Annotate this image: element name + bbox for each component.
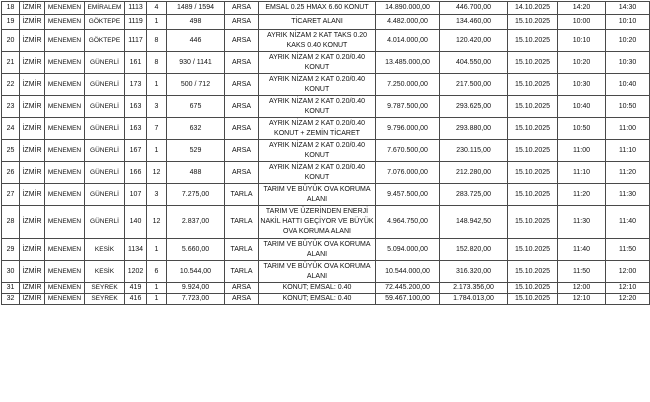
imar-cell: TARIM VE ÜZERİNDEN ENERJİ NAKİL HATTI GEÇİYOR VE BÜYÜK OVA KORUMA ALANI bbox=[259, 206, 376, 239]
ada-cell: 161 bbox=[125, 52, 147, 74]
ada-cell: 1119 bbox=[125, 15, 147, 30]
tarih-cell: 15.10.2025 bbox=[508, 239, 558, 261]
cins-cell: TARLA bbox=[225, 184, 259, 206]
mahalle-cell: GÜNERLİ bbox=[85, 206, 125, 239]
teminat-cell: 120.420,00 bbox=[440, 30, 508, 52]
saat2-cell: 11:10 bbox=[606, 140, 650, 162]
mahalle-cell: GÖKTEPE bbox=[85, 30, 125, 52]
tarih-cell: 15.10.2025 bbox=[508, 184, 558, 206]
alan-cell: 498 bbox=[167, 15, 225, 30]
alan-cell: 5.660,00 bbox=[167, 239, 225, 261]
saat1-cell: 10:00 bbox=[558, 15, 606, 30]
mahalle-cell: SEYREK bbox=[85, 283, 125, 294]
ilce-cell: MENEMEN bbox=[45, 30, 85, 52]
saat2-cell: 14:30 bbox=[606, 2, 650, 15]
saat2-cell: 11:30 bbox=[606, 184, 650, 206]
ilce-cell: MENEMEN bbox=[45, 140, 85, 162]
alan-cell: 500 / 712 bbox=[167, 74, 225, 96]
saat2-cell: 11:40 bbox=[606, 206, 650, 239]
saat1-cell: 10:10 bbox=[558, 30, 606, 52]
saat1-cell: 14:20 bbox=[558, 2, 606, 15]
row-number: 27 bbox=[2, 184, 20, 206]
ada-cell: 166 bbox=[125, 162, 147, 184]
mahalle-cell: GÜNERLİ bbox=[85, 162, 125, 184]
il-cell: İZMİR bbox=[20, 15, 45, 30]
bedel-cell: 4.014.000,00 bbox=[376, 30, 440, 52]
saat1-cell: 12:10 bbox=[558, 294, 606, 305]
cins-cell: ARSA bbox=[225, 118, 259, 140]
il-cell: İZMİR bbox=[20, 96, 45, 118]
bedel-cell: 4.482.000,00 bbox=[376, 15, 440, 30]
ada-cell: 1202 bbox=[125, 261, 147, 283]
il-cell: İZMİR bbox=[20, 2, 45, 15]
mahalle-cell: GÜNERLİ bbox=[85, 74, 125, 96]
ada-cell: 167 bbox=[125, 140, 147, 162]
imar-cell: AYRIK NİZAM 2 KAT 0.20/0.40 KONUT bbox=[259, 96, 376, 118]
parsel-cell: 12 bbox=[147, 162, 167, 184]
tarih-cell: 15.10.2025 bbox=[508, 294, 558, 305]
parsel-cell: 8 bbox=[147, 52, 167, 74]
ada-cell: 419 bbox=[125, 283, 147, 294]
saat2-cell: 11:20 bbox=[606, 162, 650, 184]
saat1-cell: 11:30 bbox=[558, 206, 606, 239]
tarih-cell: 15.10.2025 bbox=[508, 30, 558, 52]
table-row bbox=[2, 261, 650, 283]
saat2-cell: 10:40 bbox=[606, 74, 650, 96]
saat1-cell: 11:00 bbox=[558, 140, 606, 162]
table-row bbox=[2, 96, 650, 118]
teminat-cell: 230.115,00 bbox=[440, 140, 508, 162]
il-cell: İZMİR bbox=[20, 206, 45, 239]
tarih-cell: 15.10.2025 bbox=[508, 15, 558, 30]
parsel-cell: 4 bbox=[147, 2, 167, 15]
cins-cell: TARLA bbox=[225, 239, 259, 261]
saat2-cell: 12:00 bbox=[606, 261, 650, 283]
table-row bbox=[2, 162, 650, 184]
teminat-cell: 293.880,00 bbox=[440, 118, 508, 140]
parsel-cell: 8 bbox=[147, 30, 167, 52]
table-row bbox=[2, 294, 650, 305]
imar-cell: EMSAL 0.25 HMAX 6.60 KONUT bbox=[259, 2, 376, 15]
il-cell: İZMİR bbox=[20, 261, 45, 283]
saat1-cell: 12:00 bbox=[558, 283, 606, 294]
ilce-cell: MENEMEN bbox=[45, 283, 85, 294]
ada-cell: 163 bbox=[125, 96, 147, 118]
ilce-cell: MENEMEN bbox=[45, 2, 85, 15]
imar-cell: AYRIK NİZAM 2 KAT TAKS 0.20 KAKS 0.40 KONUT bbox=[259, 30, 376, 52]
imar-cell: TİCARET ALANI bbox=[259, 15, 376, 30]
alan-cell: 529 bbox=[167, 140, 225, 162]
row-number: 21 bbox=[2, 52, 20, 74]
table-row bbox=[2, 283, 650, 294]
bedel-cell: 14.890.000,00 bbox=[376, 2, 440, 15]
bedel-cell: 9.796.000,00 bbox=[376, 118, 440, 140]
parsel-cell: 6 bbox=[147, 261, 167, 283]
ilce-cell: MENEMEN bbox=[45, 206, 85, 239]
cins-cell: ARSA bbox=[225, 96, 259, 118]
imar-cell: KONUT; EMSAL: 0.40 bbox=[259, 283, 376, 294]
ilce-cell: MENEMEN bbox=[45, 239, 85, 261]
alan-cell: 7.275,00 bbox=[167, 184, 225, 206]
mahalle-cell: KESİK bbox=[85, 261, 125, 283]
tarih-cell: 15.10.2025 bbox=[508, 74, 558, 96]
parsel-cell: 1 bbox=[147, 239, 167, 261]
row-number: 23 bbox=[2, 96, 20, 118]
bedel-cell: 7.670.500,00 bbox=[376, 140, 440, 162]
cins-cell: ARSA bbox=[225, 15, 259, 30]
bedel-cell: 9.457.500,00 bbox=[376, 184, 440, 206]
teminat-cell: 152.820,00 bbox=[440, 239, 508, 261]
imar-cell: AYRIK NİZAM 2 KAT 0.20/0.40 KONUT + ZEMİN TİCARET bbox=[259, 118, 376, 140]
cins-cell: ARSA bbox=[225, 140, 259, 162]
teminat-cell: 316.320,00 bbox=[440, 261, 508, 283]
bedel-cell: 59.467.100,00 bbox=[376, 294, 440, 305]
alan-cell: 2.837,00 bbox=[167, 206, 225, 239]
il-cell: İZMİR bbox=[20, 118, 45, 140]
table-row bbox=[2, 239, 650, 261]
row-number: 26 bbox=[2, 162, 20, 184]
cins-cell: ARSA bbox=[225, 283, 259, 294]
bedel-cell: 9.787.500,00 bbox=[376, 96, 440, 118]
table-row bbox=[2, 74, 650, 96]
teminat-cell: 404.550,00 bbox=[440, 52, 508, 74]
il-cell: İZMİR bbox=[20, 74, 45, 96]
table-row bbox=[2, 206, 650, 239]
alan-cell: 675 bbox=[167, 96, 225, 118]
mahalle-cell: SEYREK bbox=[85, 294, 125, 305]
row-number: 28 bbox=[2, 206, 20, 239]
ilce-cell: MENEMEN bbox=[45, 96, 85, 118]
ilce-cell: MENEMEN bbox=[45, 261, 85, 283]
il-cell: İZMİR bbox=[20, 239, 45, 261]
ilce-cell: MENEMEN bbox=[45, 74, 85, 96]
tarih-cell: 15.10.2025 bbox=[508, 118, 558, 140]
mahalle-cell: GÜNERLİ bbox=[85, 52, 125, 74]
teminat-cell: 217.500,00 bbox=[440, 74, 508, 96]
table-row bbox=[2, 52, 650, 74]
teminat-cell: 212.280,00 bbox=[440, 162, 508, 184]
row-number: 20 bbox=[2, 30, 20, 52]
saat1-cell: 10:40 bbox=[558, 96, 606, 118]
tarih-cell: 15.10.2025 bbox=[508, 140, 558, 162]
tarih-cell: 15.10.2025 bbox=[508, 96, 558, 118]
table-row bbox=[2, 30, 650, 52]
table-body bbox=[2, 2, 650, 305]
saat2-cell: 11:50 bbox=[606, 239, 650, 261]
teminat-cell: 134.460,00 bbox=[440, 15, 508, 30]
il-cell: İZMİR bbox=[20, 140, 45, 162]
row-number: 18 bbox=[2, 2, 20, 15]
cins-cell: ARSA bbox=[225, 52, 259, 74]
cins-cell: ARSA bbox=[225, 162, 259, 184]
mahalle-cell: GÜNERLİ bbox=[85, 96, 125, 118]
saat1-cell: 11:50 bbox=[558, 261, 606, 283]
row-number: 22 bbox=[2, 74, 20, 96]
imar-cell: AYRIK NİZAM 2 KAT 0.20/0.40 KONUT bbox=[259, 52, 376, 74]
ilce-cell: MENEMEN bbox=[45, 162, 85, 184]
saat1-cell: 10:20 bbox=[558, 52, 606, 74]
parsel-cell: 1 bbox=[147, 74, 167, 96]
bedel-cell: 7.250.000,00 bbox=[376, 74, 440, 96]
ada-cell: 107 bbox=[125, 184, 147, 206]
saat2-cell: 10:20 bbox=[606, 30, 650, 52]
row-number: 30 bbox=[2, 261, 20, 283]
bedel-cell: 5.094.000,00 bbox=[376, 239, 440, 261]
alan-cell: 930 / 1141 bbox=[167, 52, 225, 74]
teminat-cell: 2.173.356,00 bbox=[440, 283, 508, 294]
imar-cell: AYRIK NİZAM 2 KAT 0.20/0.40 KONUT bbox=[259, 74, 376, 96]
imar-cell: TARIM VE BÜYÜK OVA KORUMA ALANI bbox=[259, 184, 376, 206]
imar-cell: KONUT; EMSAL: 0.40 bbox=[259, 294, 376, 305]
ada-cell: 416 bbox=[125, 294, 147, 305]
ilce-cell: MENEMEN bbox=[45, 15, 85, 30]
imar-cell: TARIM VE BÜYÜK OVA KORUMA ALANI bbox=[259, 261, 376, 283]
saat1-cell: 11:10 bbox=[558, 162, 606, 184]
tarih-cell: 14.10.2025 bbox=[508, 2, 558, 15]
parsel-cell: 12 bbox=[147, 206, 167, 239]
saat1-cell: 11:20 bbox=[558, 184, 606, 206]
mahalle-cell: GÜNERLİ bbox=[85, 140, 125, 162]
alan-cell: 10.544,00 bbox=[167, 261, 225, 283]
ada-cell: 1113 bbox=[125, 2, 147, 15]
il-cell: İZMİR bbox=[20, 52, 45, 74]
mahalle-cell: KESİK bbox=[85, 239, 125, 261]
ada-cell: 1134 bbox=[125, 239, 147, 261]
parsel-cell: 3 bbox=[147, 96, 167, 118]
il-cell: İZMİR bbox=[20, 30, 45, 52]
parsel-cell: 7 bbox=[147, 118, 167, 140]
mahalle-cell: GÜNERLİ bbox=[85, 184, 125, 206]
cins-cell: ARSA bbox=[225, 2, 259, 15]
cins-cell: TARLA bbox=[225, 206, 259, 239]
tarih-cell: 15.10.2025 bbox=[508, 261, 558, 283]
tarih-cell: 15.10.2025 bbox=[508, 162, 558, 184]
alan-cell: 632 bbox=[167, 118, 225, 140]
auction-table bbox=[1, 1, 650, 305]
ilce-cell: MENEMEN bbox=[45, 52, 85, 74]
bedel-cell: 72.445.200,00 bbox=[376, 283, 440, 294]
table-row bbox=[2, 2, 650, 15]
row-number: 25 bbox=[2, 140, 20, 162]
row-number: 31 bbox=[2, 283, 20, 294]
teminat-cell: 283.725,00 bbox=[440, 184, 508, 206]
teminat-cell: 293.625,00 bbox=[440, 96, 508, 118]
saat2-cell: 12:10 bbox=[606, 283, 650, 294]
alan-cell: 446 bbox=[167, 30, 225, 52]
bedel-cell: 4.964.750,00 bbox=[376, 206, 440, 239]
saat2-cell: 11:00 bbox=[606, 118, 650, 140]
tarih-cell: 15.10.2025 bbox=[508, 283, 558, 294]
parsel-cell: 3 bbox=[147, 184, 167, 206]
teminat-cell: 446.700,00 bbox=[440, 2, 508, 15]
il-cell: İZMİR bbox=[20, 283, 45, 294]
saat1-cell: 10:30 bbox=[558, 74, 606, 96]
alan-cell: 7.723,00 bbox=[167, 294, 225, 305]
bedel-cell: 10.544.000,00 bbox=[376, 261, 440, 283]
ilce-cell: MENEMEN bbox=[45, 294, 85, 305]
mahalle-cell: GÜNERLİ bbox=[85, 118, 125, 140]
ada-cell: 163 bbox=[125, 118, 147, 140]
cins-cell: ARSA bbox=[225, 30, 259, 52]
tarih-cell: 15.10.2025 bbox=[508, 206, 558, 239]
bedel-cell: 13.485.000,00 bbox=[376, 52, 440, 74]
cins-cell: TARLA bbox=[225, 261, 259, 283]
saat1-cell: 10:50 bbox=[558, 118, 606, 140]
il-cell: İZMİR bbox=[20, 162, 45, 184]
mahalle-cell: EMİRALEM bbox=[85, 2, 125, 15]
tarih-cell: 15.10.2025 bbox=[508, 52, 558, 74]
row-number: 32 bbox=[2, 294, 20, 305]
il-cell: İZMİR bbox=[20, 294, 45, 305]
saat1-cell: 11:40 bbox=[558, 239, 606, 261]
table-row bbox=[2, 140, 650, 162]
cins-cell: ARSA bbox=[225, 294, 259, 305]
saat2-cell: 10:10 bbox=[606, 15, 650, 30]
parsel-cell: 1 bbox=[147, 15, 167, 30]
saat2-cell: 10:30 bbox=[606, 52, 650, 74]
teminat-cell: 1.784.013,00 bbox=[440, 294, 508, 305]
saat2-cell: 12:20 bbox=[606, 294, 650, 305]
parsel-cell: 1 bbox=[147, 294, 167, 305]
imar-cell: TARIM VE BÜYÜK OVA KORUMA ALANI bbox=[259, 239, 376, 261]
teminat-cell: 148.942,50 bbox=[440, 206, 508, 239]
alan-cell: 1489 / 1594 bbox=[167, 2, 225, 15]
table-row bbox=[2, 118, 650, 140]
saat2-cell: 10:50 bbox=[606, 96, 650, 118]
row-number: 24 bbox=[2, 118, 20, 140]
ada-cell: 173 bbox=[125, 74, 147, 96]
ilce-cell: MENEMEN bbox=[45, 118, 85, 140]
parsel-cell: 1 bbox=[147, 283, 167, 294]
ilce-cell: MENEMEN bbox=[45, 184, 85, 206]
table-row bbox=[2, 15, 650, 30]
imar-cell: AYRIK NİZAM 2 KAT 0.20/0.40 KONUT bbox=[259, 162, 376, 184]
bedel-cell: 7.076.000,00 bbox=[376, 162, 440, 184]
parsel-cell: 1 bbox=[147, 140, 167, 162]
alan-cell: 9.924,00 bbox=[167, 283, 225, 294]
imar-cell: AYRIK NİZAM 2 KAT 0.20/0.40 KONUT bbox=[259, 140, 376, 162]
row-number: 29 bbox=[2, 239, 20, 261]
il-cell: İZMİR bbox=[20, 184, 45, 206]
row-number: 19 bbox=[2, 15, 20, 30]
cins-cell: ARSA bbox=[225, 74, 259, 96]
mahalle-cell: GÖKTEPE bbox=[85, 15, 125, 30]
table-row bbox=[2, 184, 650, 206]
ada-cell: 1117 bbox=[125, 30, 147, 52]
ada-cell: 140 bbox=[125, 206, 147, 239]
alan-cell: 488 bbox=[167, 162, 225, 184]
